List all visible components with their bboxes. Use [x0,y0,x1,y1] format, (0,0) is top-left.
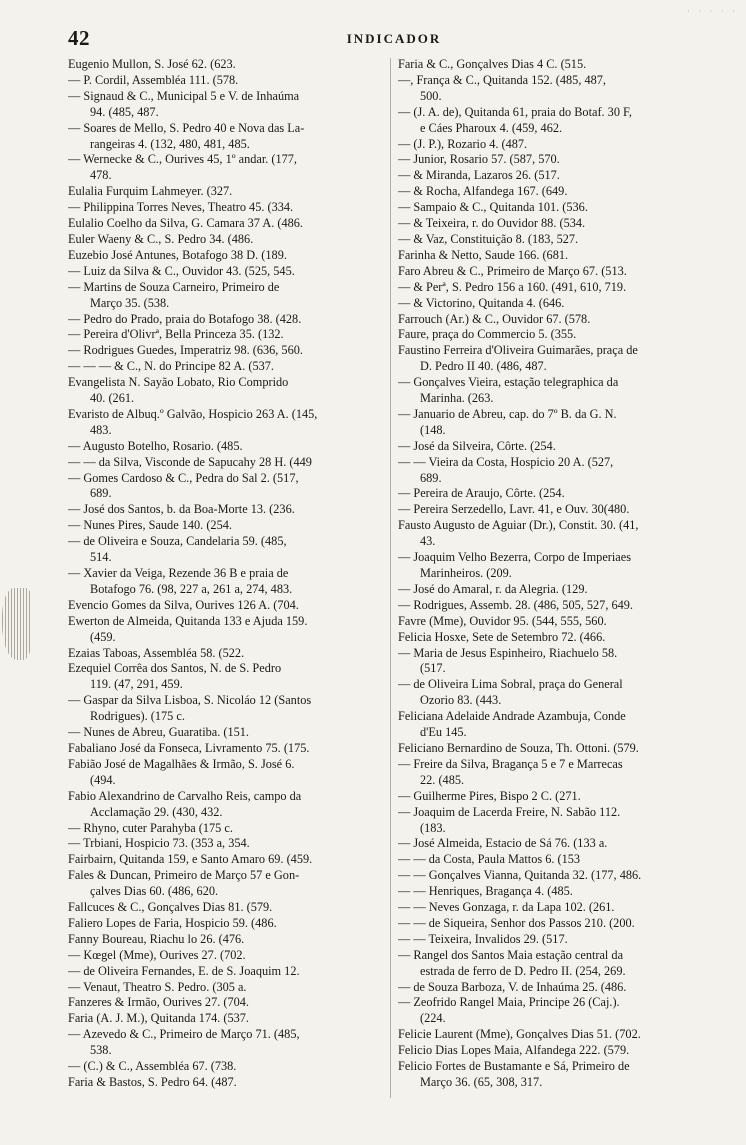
entry-line: — Rodrigues Guedes, Imperatriz 98. (636, 560. [68,343,303,358]
entry-line: — Maria de Jesus Espinheiro, Riachuelo 58. [398,645,618,660]
entry-line: — — Teixeira, Invalidos 29. (517. [398,931,568,946]
entry-line: — José Almeida, Estacio de Sá 76. (133 a. [398,836,608,851]
entry-line: Felicio Dias Lopes Maia, Alfandega 222. (579. [398,1043,630,1058]
entry-line: D. Pedro II 40. (486, 487. [420,359,547,374]
entry-line: —, França & C., Quitanda 152. (485, 487, [398,72,606,87]
entry-line: — José dos Santos, b. da Boa-Morte 13. (236. [68,502,295,517]
entry-line: (517. [420,661,446,676]
entry-line: — Signaud & C., Municipal 5 e V. de Inhaúma [68,88,300,103]
entry-line: — Trbiani, Hospicio 73. (353 a, 354. [68,836,250,851]
entry-line: — Gomes Cardoso & C., Pedra do Sal 2. (517, [68,470,299,485]
entry-line: Feliciana Adelaide Andrade Azambuja, Conde [398,709,626,724]
entry-line: 538. [90,1043,112,1058]
entry-line: — & Miranda, Lazaros 26. (517. [398,168,560,183]
entry-line: — Venaut, Theatro S. Pedro. (305 a. [68,979,247,994]
entry-line: Euzebio José Antunes, Botafogo 38 D. (189. [68,247,287,262]
entry-line: 40. (261. [90,391,135,406]
entry-line: — Kœgel (Mme), Ourives 27. (702. [68,947,246,962]
entry-line: Faria & C., Gonçalves Dias 4 C. (515. [398,57,587,71]
right-column [398,57,724,1091]
entry-line: 689. [420,470,442,485]
entry-line: — Zeofrido Rangel Maia, Principe 26 (Caj.). [398,995,620,1010]
entry-line: — Philippina Torres Neves, Theatro 45. (334. [68,200,294,215]
entry-line: Ozorio 83. (443. [420,693,502,708]
left-column [68,57,388,1091]
entry-line: Eulalia Furquim Lahmeyer. (327. [68,184,233,199]
entry-line: Faria & Bastos, S. Pedro 64. (487. [68,1075,237,1089]
entry-line: — Rodrigues, Assemb. 28. (486, 505, 527, 649. [398,597,634,612]
entry-line: — Pereira de Araujo, Côrte. (254. [398,486,565,501]
entry-line: Fales & Duncan, Primeiro de Março 57 e Gon- [68,868,300,883]
entry-line: — & Teixeira, r. do Ouvidor 88. (534. [398,216,586,231]
entry-line: Marinheiros. (209. [420,566,512,580]
entry-line: — (C.) & C., Assembléa 67. (738. [68,1059,237,1074]
entry-line: — — da Silva, Visconde de Sapucahy 28 H. (449 [68,454,312,469]
entry-line: — de Souza Barboza, V. de Inhaúma 25. (486. [398,979,627,994]
entry-line: Felicie Laurent (Mme), Gonçalves Dias 51. (702. [398,1027,641,1042]
entry-line: Ezequiel Corrêa dos Santos, N. de S. Pedro [68,661,282,676]
page-number: 42 [68,26,90,50]
entry-line: Farinha & Netto, Saude 166. (681. [398,247,569,262]
entry-line: — — Vieira da Costa, Hospicio 20 A. (527, [398,454,614,469]
entry-line: 689. [90,486,112,501]
entry-line: — Xavier da Veiga, Rezende 36 B e praia de [68,566,289,580]
entry-line: Fabio Alexandrino de Carvalho Reis, campo da [68,788,302,803]
entry-line: (148. [420,422,446,437]
entry-line: Março 36. (65, 308, 317. [420,1075,543,1089]
entry-line: — Rhyno, cuter Parahyba (175 c. [68,820,233,835]
entry-line: Marinha. (263. [420,391,494,406]
entry-line: Evangelista N. Sayão Lobato, Rio Comprido [68,375,289,390]
entry-line: — Gaspar da Silva Lisboa, S. Nicoláo 12 (Santos [68,693,312,708]
entry-line: — — Neves Gonzaga, r. da Lapa 102. (261. [398,900,615,915]
entry-line: — de Oliveira Fernandes, E. de S. Joaquim 12. [68,963,300,978]
entry-line: (459. [90,629,116,644]
entry-line: (183. [420,820,446,835]
entry-line: Fanzeres & Irmão, Ourives 27. (704. [68,995,249,1010]
column-divider [390,58,391,1098]
entry-line: — — Gonçalves Vianna, Quitanda 32. (177, 486. [398,868,642,883]
entry-line: 94. (485, 487. [90,104,159,119]
entry-line: Faro Abreu & C., Primeiro de Março 67. (513. [398,263,627,278]
entry-line: — Nunes Pires, Saude 140. (254. [68,518,232,533]
entry-line: Fairbairn, Quitanda 159, e Santo Amaro 69. (459. [68,852,313,867]
entry-line: — Gonçalves Vieira, estação telegraphica da [398,375,619,390]
entry-line: çalves Dias 60. (486, 620. [90,884,219,899]
entry-line: Fanny Boureau, Riachu lo 26. (476. [68,931,245,946]
entry-line: — (J. P.), Rozario 4. (487. [398,136,528,151]
entry-line: — Rangel dos Santos Maia estação central da [398,947,624,962]
entry-line: 43. [420,534,436,549]
entry-line: 478. [90,168,112,183]
entry-line: — Luiz da Silva & C., Ouvidor 43. (525, 545. [68,263,295,278]
entry-line: — Sampaio & C., Quitanda 101. (536. [398,200,588,215]
entry-line: Eulalio Coelho da Silva, G. Camara 37 A. (486. [68,216,303,231]
entry-line: 119. (47, 291, 459. [90,677,183,692]
entry-line: — Augusto Botelho, Rosario. (485. [68,438,243,453]
entry-line: — P. Cordil, Assembléa 111. (578. [68,72,239,87]
entry-line: e Cáes Pharoux 4. (459, 462. [420,120,563,135]
entry-line: — Soares de Mello, S. Pedro 40 e Nova das La- [68,120,305,135]
entry-line: Feliciano Bernardino de Souza, Th. Ottoni. (579. [398,740,639,755]
entry-line: (224. [420,1011,446,1026]
page-header [68,26,720,48]
entry-line: — Nunes de Abreu, Guaratiba. (151. [68,725,249,740]
entry-line: Março 35. (538. [90,295,170,310]
entry-line: — José do Amaral, r. da Alegria. (129. [398,581,588,596]
entry-line: 500. [420,88,442,103]
entry-line: — Joaquim Velho Bezerra, Corpo de Imperiaes [398,550,632,565]
entry-line: Fabaliano José da Fonseca, Livramento 75. (175. [68,740,310,755]
corner-marks: · · · · · [687,6,738,16]
entry-line: — & Victorino, Quitanda 4. (646. [398,295,565,310]
entry-line: — Junior, Rosario 57. (587, 570. [398,152,560,167]
entry-line: — Pedro do Prado, praia do Botafogo 38. (428. [68,311,302,326]
entry-line: Faure, praça do Commercio 5. (355. [398,327,577,342]
entry-line: — de Oliveira Lima Sobral, praça do General [398,677,623,692]
entry-line: Ewerton de Almeida, Quitanda 133 e Ajuda 159. [68,613,308,628]
entry-line: — Januario de Abreu, cap. do 7º B. da G. N. [398,406,617,421]
entry-line: — & Rocha, Alfandega 167. (649. [398,184,568,199]
entry-line: rangeiras 4. (132, 480, 481, 485. [90,136,250,151]
entry-line: Fausto Augusto de Aguiar (Dr.), Constit. 30. (41, [398,518,639,533]
entry-line: Faliero Lopes de Faria, Hospicio 59. (486. [68,915,277,930]
entry-line: — Pereira Serzedello, Lavr. 41, e Ouv. 30(480. [398,502,630,517]
entry-line: Ezaias Taboas, Assembléa 58. (522. [68,645,245,660]
entry-line: Fabião José de Magalhães & Irmão, S. José 6. [68,756,295,771]
entry-line: Fallcuces & C., Gonçalves Dias 81. (579. [68,900,273,915]
entry-line: — — da Costa, Paula Mattos 6. (153 [398,852,581,867]
entry-line: — Freire da Silva, Bragança 5 e 7 e Marrecas [398,756,623,771]
entry-line: — Joaquim de Lacerda Freire, N. Sabão 112. [398,804,621,819]
entry-line: — de Oliveira e Souza, Candelaria 59. (485, [68,534,287,549]
entry-line: Eugenio Mullon, S. José 62. (623. [68,57,236,71]
entry-line: Evencio Gomes da Silva, Ourives 126 A. (704. [68,597,299,612]
entry-line: d'Eu 145. [420,725,467,740]
entry-line: Farrouch (Ar.) & C., Ouvidor 67. (578. [398,311,591,326]
entry-line: — Guilherme Pires, Bispo 2 C. (271. [398,788,581,803]
entry-line: — Azevedo & C., Primeiro de Março 71. (485, [68,1027,300,1042]
entry-line: — & Perª, S. Pedro 156 a 160. (491, 610, 719. [398,279,627,294]
entry-line: — Martins de Souza Carneiro, Primeiro de [68,279,280,294]
entry-line: Botafogo 76. (98, 227 a, 261 a, 274, 483. [90,581,293,596]
entry-line: Faria (A. J. M.), Quitanda 174. (537. [68,1011,250,1026]
entry-line: 514. [90,550,112,565]
entry-line: — — — & C., N. do Principe 82 A. (537. [68,359,274,374]
entry-line: — José da Silveira, Côrte. (254. [398,438,556,453]
entry-line: — — Henriques, Bragança 4. (485. [398,884,573,899]
entry-line: Euler Waeny & C., S. Pedro 34. (486. [68,231,254,246]
entry-line: — & Vaz, Constituição 8. (183, 527. [398,231,579,246]
entry-line: (494. [90,772,116,787]
entry-line: — Pereira d'Olivrª, Bella Princeza 35. (132. [68,327,284,342]
entry-line: 483. [90,422,112,437]
entry-line: — (J. A. de), Quitanda 61, praia do Botaf. 30 F, [398,104,632,119]
entry-line: Faustino Ferreira d'Oliveira Guimarães, praça de [398,343,638,358]
running-title: INDICADOR [346,31,442,46]
entry-line: Acclamação 29. (430, 432. [90,804,223,819]
entry-line: 22. (485. [420,772,465,787]
entry-line: — Wernecke & C., Ourives 45, 1º andar. (177, [68,152,298,167]
entry-line: Felicia Hosxe, Sete de Setembro 72. (466. [398,629,606,644]
entry-line: estrada de ferro de D. Pedro II. (254, 269. [420,963,626,978]
page-edge-blemish [2,588,32,660]
entry-line: Favre (Mme), Ouvidor 95. (544, 555, 560. [398,613,607,628]
entry-line: Evaristo de Albuq.º Galvão, Hospicio 263 A. (145, [68,406,318,421]
entry-line: — — de Siqueira, Senhor dos Passos 210. (200. [398,915,635,930]
entry-line: Rodrigues). (175 c. [90,709,185,724]
entry-line: Felicio Fortes de Bustamante e Sá, Primeiro de [398,1059,630,1074]
